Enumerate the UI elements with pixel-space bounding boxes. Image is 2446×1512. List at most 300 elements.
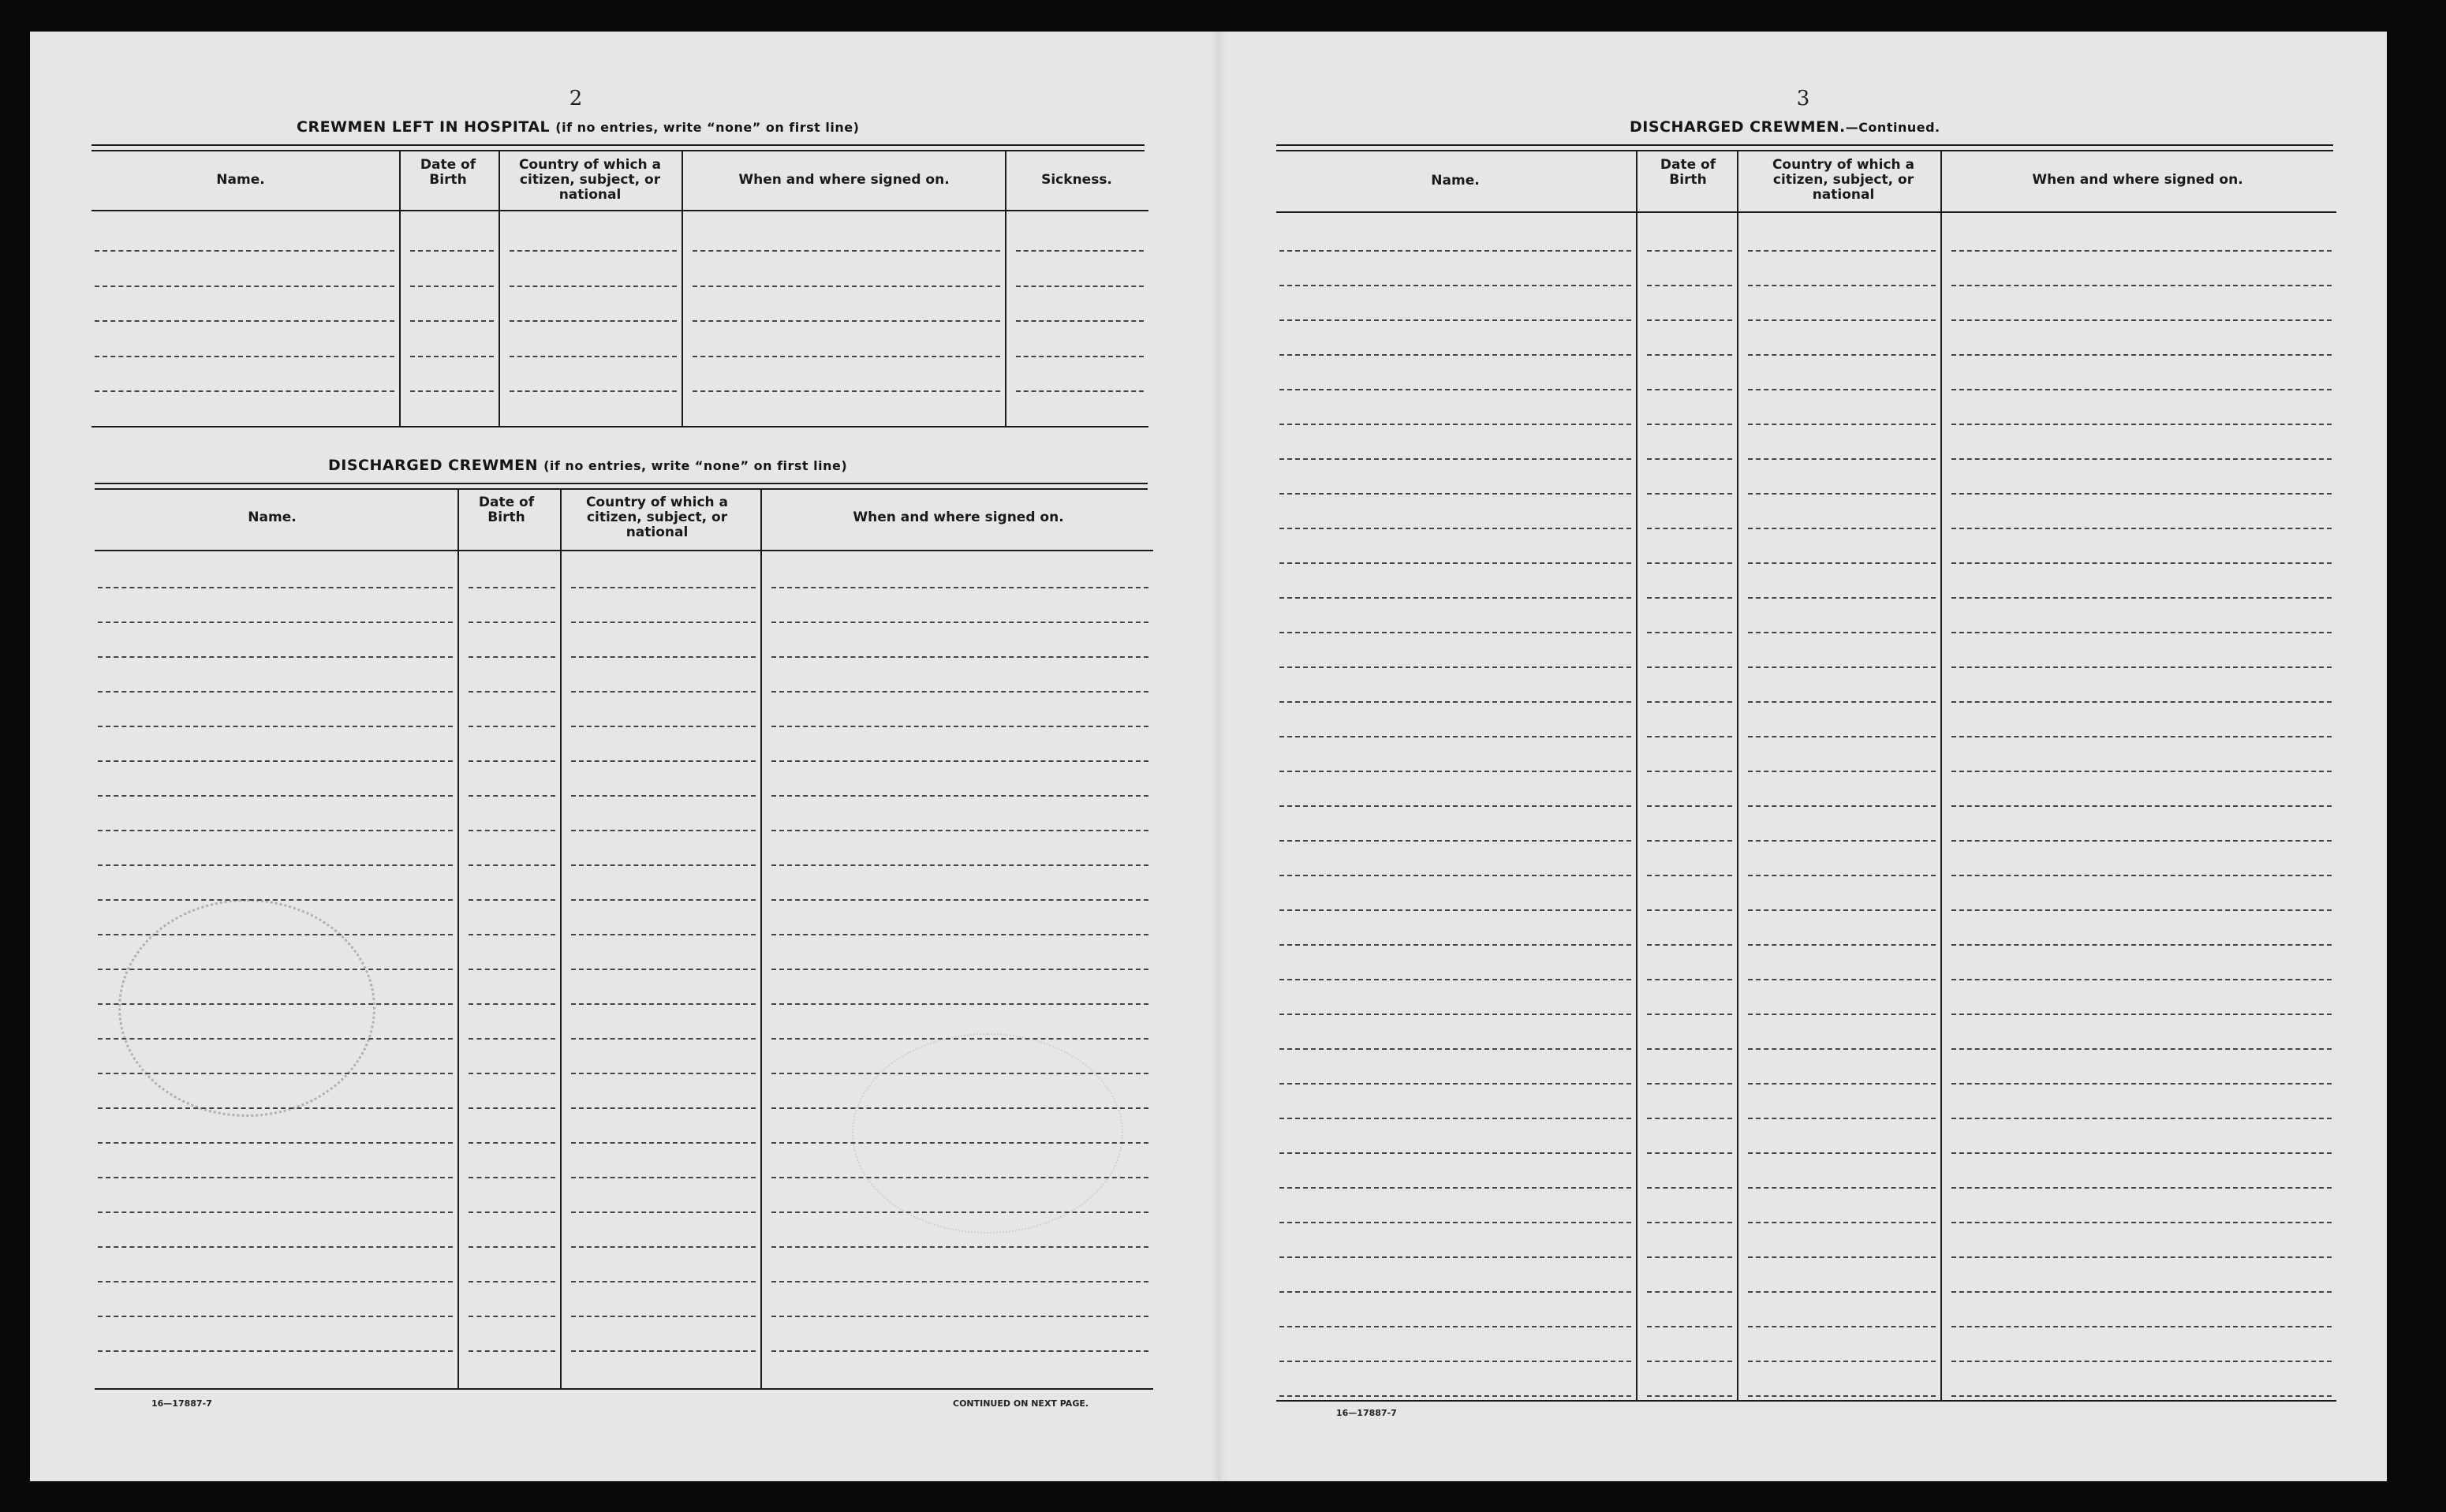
entry-line: [571, 1246, 756, 1248]
entry-line: [571, 864, 756, 866]
entry-line: [1647, 1048, 1732, 1050]
entry-line: [1748, 771, 1936, 772]
entry-line: [469, 691, 555, 693]
entry-line: [771, 656, 1148, 658]
col-header-country: Country of which a citizen, subject, or national: [585, 495, 729, 540]
center-fold: [1210, 32, 1227, 1481]
entry-line: [1951, 1256, 2332, 1258]
col-header-name: Name.: [216, 172, 265, 188]
entry-line: [1279, 701, 1631, 703]
entry-line: [1279, 1256, 1631, 1258]
entry-line: [1951, 319, 2332, 321]
entry-line: [469, 795, 555, 797]
entry-line: [1748, 1187, 1936, 1189]
continued-title-suffix: —Continued.: [1845, 120, 1940, 135]
entry-line: [571, 1177, 756, 1178]
entry-line: [1647, 319, 1732, 321]
entry-line: [571, 899, 756, 901]
entry-line: [771, 830, 1148, 831]
entry-line: [1647, 771, 1732, 772]
entry-line: [469, 1003, 555, 1005]
entry-line: [1951, 1395, 2332, 1397]
entry-line: [1647, 979, 1732, 980]
entry-line: [469, 760, 555, 762]
entry-line: [1647, 1187, 1732, 1189]
rule: [1276, 144, 2333, 146]
entry-line: [469, 1177, 555, 1178]
entry-line: [771, 1177, 1148, 1178]
entry-line: [571, 934, 756, 935]
entry-line: [771, 1038, 1148, 1040]
entry-line: [1748, 597, 1936, 599]
rule: [95, 483, 1148, 484]
entry-line: [98, 656, 453, 658]
entry-line: [1748, 701, 1936, 703]
entry-line: [469, 1350, 555, 1352]
entry-line: [571, 1211, 756, 1213]
header-rule: [91, 210, 1148, 211]
entry-line: [571, 830, 756, 831]
entry-line: [571, 691, 756, 693]
entry-line: [1647, 1256, 1732, 1258]
entry-line: [469, 1316, 555, 1317]
entry-line: [469, 864, 555, 866]
entry-line: [95, 286, 394, 287]
entry-line: [1647, 458, 1732, 460]
entry-line: [1748, 944, 1936, 946]
entry-line: [1951, 597, 2332, 599]
entry-line: [1279, 909, 1631, 911]
hospital-title-subtitle: (if no entries, write “none” on first line): [555, 120, 860, 135]
entry-line: [1279, 1395, 1631, 1397]
entry-line: [1951, 875, 2332, 876]
entry-line: [1748, 632, 1936, 633]
entry-line: [98, 691, 453, 693]
entry-line: [98, 622, 453, 623]
entry-line: [571, 1003, 756, 1005]
entry-line: [98, 795, 453, 797]
form-number-right: 16—17887-7: [1336, 1408, 1397, 1418]
entry-line: [1748, 1048, 1936, 1050]
entry-line: [95, 356, 394, 357]
entry-line: [410, 250, 494, 252]
entry-line: [771, 969, 1148, 970]
entry-line: [1647, 528, 1732, 529]
entry-line: [571, 587, 756, 588]
entry-line: [1279, 1291, 1631, 1293]
entry-line: [1647, 701, 1732, 703]
entry-line: [1951, 979, 2332, 980]
header-rule: [1276, 211, 2336, 213]
entry-line: [1748, 736, 1936, 737]
entry-line: [98, 1177, 453, 1178]
entry-line: [1279, 666, 1631, 668]
entry-line: [1748, 1395, 1936, 1397]
entry-line: [571, 656, 756, 658]
entry-line: [98, 934, 453, 935]
entry-line: [1279, 1083, 1631, 1085]
column-divider: [1940, 151, 1942, 1400]
entry-line: [571, 1107, 756, 1109]
entry-line: [1647, 1395, 1732, 1397]
entry-line: [98, 1003, 453, 1005]
entry-line: [469, 656, 555, 658]
entry-line: [1748, 875, 1936, 876]
entry-line: [693, 320, 1000, 322]
entry-line: [1279, 285, 1631, 286]
entry-line: [95, 390, 394, 392]
entry-line: [1279, 1187, 1631, 1189]
entry-line: [571, 1350, 756, 1352]
entry-line: [1951, 1152, 2332, 1154]
col-header-signed-on: When and where signed on.: [738, 172, 950, 188]
faint-stamp: [852, 1033, 1123, 1234]
entry-line: [1647, 354, 1732, 356]
entry-line: [95, 250, 394, 252]
entry-line: [1748, 1014, 1936, 1015]
hospital-title-text: CREWMEN LEFT IN HOSPITAL: [297, 118, 551, 136]
column-divider: [1636, 151, 1638, 1400]
entry-line: [1748, 424, 1936, 425]
column-divider: [760, 490, 762, 1388]
entry-line: [1951, 493, 2332, 495]
entry-line: [1647, 389, 1732, 390]
entry-line: [1279, 1361, 1631, 1362]
entry-line: [1279, 1118, 1631, 1119]
entry-line: [1748, 493, 1936, 495]
entry-line: [1748, 1118, 1936, 1119]
entry-line: [1279, 528, 1631, 529]
entry-line: [98, 864, 453, 866]
entry-line: [1748, 1256, 1936, 1258]
entry-line: [98, 899, 453, 901]
entry-line: [410, 320, 494, 322]
entry-line: [693, 286, 1000, 287]
entry-line: [771, 1281, 1148, 1282]
entry-line: [98, 1073, 453, 1074]
entry-line: [771, 1350, 1148, 1352]
entry-line: [1951, 632, 2332, 633]
entry-line: [410, 390, 494, 392]
column-divider: [1005, 151, 1006, 426]
entry-line: [95, 320, 394, 322]
continued-note: CONTINUED ON NEXT PAGE.: [953, 1398, 1089, 1409]
entry-line: [1647, 250, 1732, 252]
entry-line: [98, 1316, 453, 1317]
entry-line: [771, 1073, 1148, 1074]
entry-line: [1647, 424, 1732, 425]
entry-line: [469, 830, 555, 831]
entry-line: [469, 1142, 555, 1144]
entry-line: [771, 691, 1148, 693]
entry-line: [1647, 666, 1732, 668]
entry-line: [1279, 354, 1631, 356]
entry-line: [1748, 285, 1936, 286]
entry-line: [98, 1350, 453, 1352]
entry-line: [1748, 805, 1936, 807]
entry-line: [98, 587, 453, 588]
entry-line: [469, 1038, 555, 1040]
entry-line: [1279, 458, 1631, 460]
entry-line: [1279, 736, 1631, 737]
discharged-title-subtitle: (if no entries, write “none” on first line): [543, 458, 848, 473]
table-bottom-rule: [95, 1388, 1153, 1390]
rule: [95, 488, 1148, 490]
entry-line: [1647, 1152, 1732, 1154]
entry-line: [771, 1246, 1148, 1248]
entry-line: [771, 1142, 1148, 1144]
entry-line: [571, 795, 756, 797]
entry-line: [1951, 1083, 2332, 1085]
entry-line: [1279, 632, 1631, 633]
entry-line: [469, 726, 555, 727]
entry-line: [1951, 1187, 2332, 1189]
entry-line: [571, 969, 756, 970]
entry-line: [1279, 562, 1631, 564]
entry-line: [1647, 1014, 1732, 1015]
entry-line: [571, 1316, 756, 1317]
entry-line: [1951, 944, 2332, 946]
page-number-left: 2: [569, 87, 583, 110]
entry-line: [1279, 1014, 1631, 1015]
entry-line: [1647, 562, 1732, 564]
rule: [1276, 150, 2333, 151]
entry-line: [1279, 389, 1631, 390]
entry-line: [1748, 389, 1936, 390]
entry-line: [571, 726, 756, 727]
entry-line: [1279, 944, 1631, 946]
entry-line: [1951, 1326, 2332, 1327]
entry-line: [1748, 250, 1936, 252]
entry-line: [571, 760, 756, 762]
entry-line: [1279, 597, 1631, 599]
entry-line: [1748, 458, 1936, 460]
entry-line: [98, 1038, 453, 1040]
col-header-country: Country of which a citizen, subject, or national: [1772, 157, 1915, 203]
entry-line: [98, 969, 453, 970]
entry-line: [771, 587, 1148, 588]
entry-line: [98, 760, 453, 762]
entry-line: [469, 969, 555, 970]
entry-line: [1279, 771, 1631, 772]
entry-line: [1279, 805, 1631, 807]
entry-line: [1951, 909, 2332, 911]
entry-line: [1016, 286, 1144, 287]
continued-section-title: [1630, 118, 1940, 136]
entry-line: [771, 726, 1148, 727]
entry-line: [1748, 1291, 1936, 1293]
entry-line: [571, 1142, 756, 1144]
entry-line: [1016, 320, 1144, 322]
col-header-signed-on: When and where signed on.: [853, 510, 1064, 525]
entry-line: [1951, 666, 2332, 668]
column-divider: [560, 490, 562, 1388]
entry-line: [771, 1003, 1148, 1005]
entry-line: [98, 1246, 453, 1248]
entry-line: [1748, 528, 1936, 529]
entry-line: [1647, 597, 1732, 599]
entry-line: [571, 1038, 756, 1040]
header-rule: [95, 550, 1153, 551]
entry-line: [510, 250, 677, 252]
entry-line: [1647, 632, 1732, 633]
column-divider: [499, 151, 500, 426]
entry-line: [771, 1211, 1148, 1213]
entry-line: [1016, 250, 1144, 252]
entry-line: [771, 1107, 1148, 1109]
entry-line: [1748, 1083, 1936, 1085]
entry-line: [771, 760, 1148, 762]
entry-line: [510, 390, 677, 392]
entry-line: [771, 864, 1148, 866]
entry-line: [1647, 1361, 1732, 1362]
entry-line: [98, 1281, 453, 1282]
entry-line: [1951, 424, 2332, 425]
discharged-title-text: DISCHARGED CREWMEN: [328, 457, 538, 474]
form-number-left: 16—17887-7: [151, 1398, 212, 1409]
entry-line: [1279, 493, 1631, 495]
entry-line: [469, 622, 555, 623]
entry-line: [1748, 1222, 1936, 1223]
col-header-signed-on: When and where signed on.: [2032, 172, 2243, 188]
entry-line: [1647, 805, 1732, 807]
entry-line: [1951, 701, 2332, 703]
entry-line: [469, 1246, 555, 1248]
entry-line: [1748, 666, 1936, 668]
entry-line: [771, 934, 1148, 935]
entry-line: [1279, 1152, 1631, 1154]
entry-line: [1951, 805, 2332, 807]
entry-line: [1647, 944, 1732, 946]
entry-line: [771, 899, 1148, 901]
entry-line: [1647, 1083, 1732, 1085]
rule: [91, 144, 1145, 146]
entry-line: [1951, 528, 2332, 529]
entry-line: [98, 1142, 453, 1144]
entry-line: [1951, 1361, 2332, 1362]
entry-line: [1951, 250, 2332, 252]
column-divider: [1737, 151, 1738, 1400]
entry-line: [410, 286, 494, 287]
entry-line: [469, 899, 555, 901]
entry-line: [1951, 354, 2332, 356]
col-header-sickness: Sickness.: [1041, 172, 1112, 188]
page-number-right: 3: [1796, 87, 1810, 110]
continued-title-text: DISCHARGED CREWMEN.: [1630, 118, 1846, 136]
entry-line: [1647, 1118, 1732, 1119]
entry-line: [1748, 1152, 1936, 1154]
entry-line: [510, 356, 677, 357]
entry-line: [1279, 1326, 1631, 1327]
col-header-name: Name.: [248, 510, 297, 525]
entry-line: [469, 1281, 555, 1282]
rule: [91, 150, 1145, 151]
entry-line: [1748, 319, 1936, 321]
entry-line: [1279, 840, 1631, 842]
entry-line: [1016, 390, 1144, 392]
entry-line: [1951, 1291, 2332, 1293]
entry-line: [571, 1073, 756, 1074]
entry-line: [1647, 493, 1732, 495]
entry-line: [410, 356, 494, 357]
entry-line: [1279, 250, 1631, 252]
entry-line: [1647, 285, 1732, 286]
entry-line: [571, 622, 756, 623]
entry-line: [469, 1211, 555, 1213]
entry-line: [1016, 356, 1144, 357]
col-header-dob: Date of Birth: [478, 495, 535, 525]
entry-line: [1279, 319, 1631, 321]
entry-line: [1951, 1118, 2332, 1119]
entry-line: [1279, 979, 1631, 980]
entry-line: [469, 1107, 555, 1109]
entry-line: [1647, 1291, 1732, 1293]
entry-line: [1748, 562, 1936, 564]
entry-line: [1951, 1048, 2332, 1050]
entry-line: [1647, 909, 1732, 911]
entry-line: [1951, 285, 2332, 286]
entry-line: [693, 356, 1000, 357]
entry-line: [1951, 1222, 2332, 1223]
entry-line: [1951, 562, 2332, 564]
col-header-dob: Date of Birth: [420, 157, 476, 188]
entry-line: [98, 1211, 453, 1213]
col-header-country: Country of which a citizen, subject, or national: [518, 157, 662, 203]
entry-line: [693, 390, 1000, 392]
entry-line: [1748, 1361, 1936, 1362]
entry-line: [1647, 1222, 1732, 1223]
entry-line: [469, 587, 555, 588]
entry-line: [571, 1281, 756, 1282]
entry-line: [98, 726, 453, 727]
entry-line: [1647, 1326, 1732, 1327]
entry-line: [98, 1107, 453, 1109]
entry-line: [1748, 979, 1936, 980]
entry-line: [1951, 736, 2332, 737]
entry-line: [771, 795, 1148, 797]
entry-line: [1951, 1014, 2332, 1015]
entry-line: [771, 622, 1148, 623]
column-divider: [682, 151, 683, 426]
entry-line: [693, 250, 1000, 252]
hospital-section-title: [297, 118, 859, 136]
entry-line: [98, 830, 453, 831]
col-header-name: Name.: [1431, 173, 1480, 189]
entry-line: [469, 1073, 555, 1074]
entry-line: [510, 320, 677, 322]
entry-line: [1748, 1326, 1936, 1327]
entry-line: [1647, 736, 1732, 737]
entry-line: [1647, 840, 1732, 842]
entry-line: [1748, 354, 1936, 356]
entry-line: [1748, 909, 1936, 911]
paper-sheet: [30, 32, 2387, 1481]
entry-line: [1279, 1222, 1631, 1223]
entry-line: [1951, 458, 2332, 460]
entry-line: [1951, 840, 2332, 842]
entry-line: [1279, 1048, 1631, 1050]
entry-line: [1951, 389, 2332, 390]
table-bottom-rule: [91, 426, 1148, 427]
entry-line: [1951, 771, 2332, 772]
entry-line: [1748, 840, 1936, 842]
column-divider: [399, 151, 401, 426]
column-divider: [457, 490, 459, 1388]
received-stamp: [118, 899, 375, 1117]
col-header-dob: Date of Birth: [1660, 157, 1716, 188]
entry-line: [1279, 424, 1631, 425]
table-bottom-rule: [1276, 1400, 2336, 1402]
